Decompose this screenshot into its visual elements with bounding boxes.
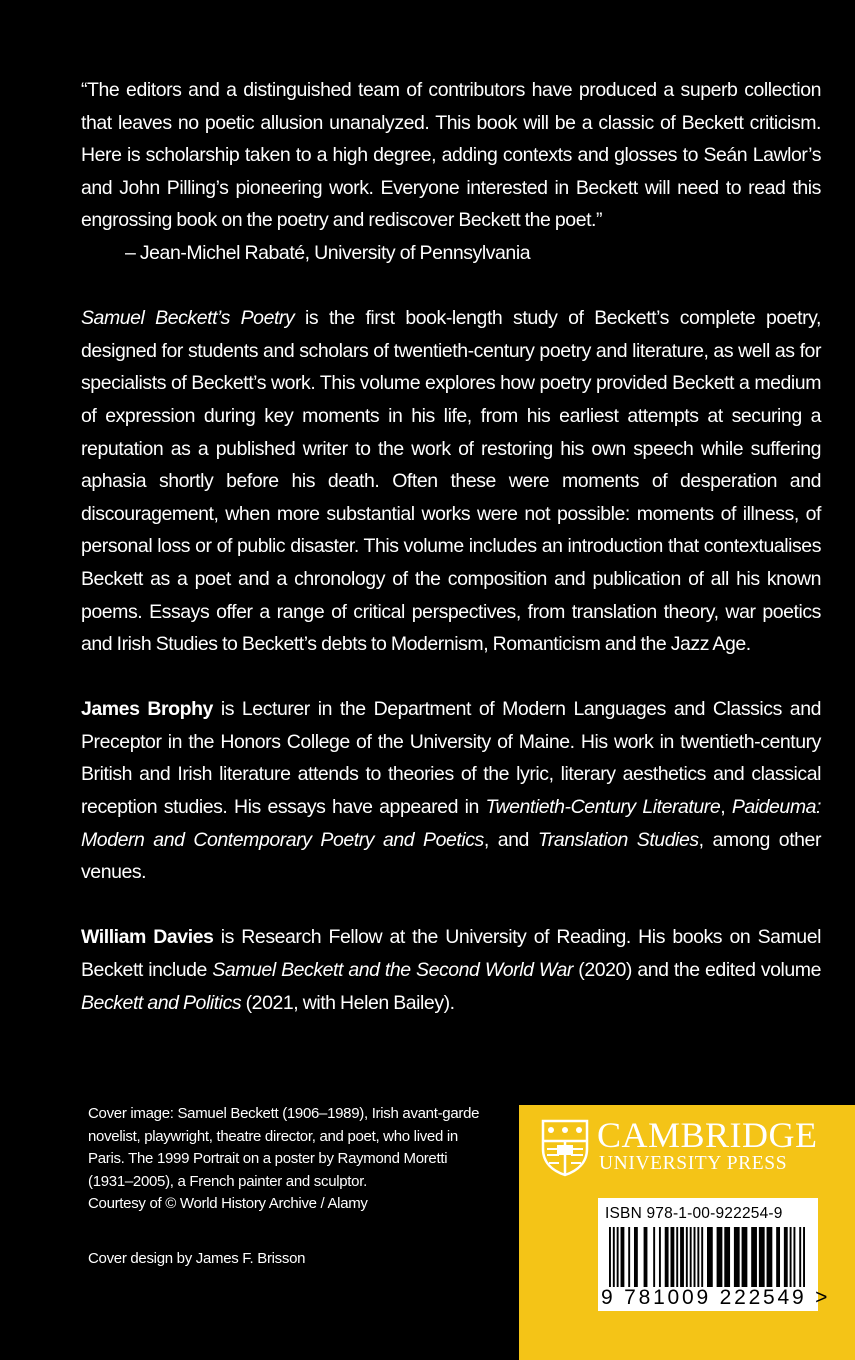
barcode-bar	[680, 1227, 684, 1287]
barcode-bar	[784, 1227, 788, 1287]
ean-digits: 9 781009 222549 >	[601, 1286, 831, 1309]
bio-text: (2021, with Helen Bailey).	[241, 991, 455, 1014]
image-credits	[88, 1103, 488, 1216]
review-quote: “The editors and a distinguished team of contributors have produced a superb collection that leaves no poetic allusion unanalyzed. This book will be a classic of Beckett criticism. Here is scholarship taken to a high degree, adding contexts and glosses to Seán Lawlor’s and John Pilling’s pioneering work. Everyone interested in Beckett will need to read this engrossing book on the poetry and rediscover Beckett the poet.”	[81, 79, 821, 232]
barcode-bar	[751, 1227, 757, 1287]
barcode-bar	[690, 1227, 692, 1287]
book-title: Beckett and Politics	[81, 991, 242, 1014]
cover-image-credit: Cover image: Samuel Beckett (1906–1989), Irish avant-garde novelist, playwright, theatre director, and poet, who lived in Paris. The 1999 Portrait on a poster by Raymond Moretti (1931–2005), a French painter and sculptor.	[88, 1105, 480, 1190]
barcode-bar	[613, 1227, 615, 1287]
barcode-bar	[734, 1227, 740, 1287]
book-description	[81, 302, 821, 661]
barcode-bar	[609, 1227, 611, 1287]
barcode-bar	[803, 1227, 805, 1287]
book-title: Samuel Beckett and the Second World War	[212, 959, 573, 982]
barcode-bar	[793, 1227, 795, 1287]
barcode-bar	[665, 1227, 669, 1287]
barcode-bar	[686, 1227, 688, 1287]
barcode-bar	[697, 1227, 699, 1287]
barcode-bar	[724, 1227, 730, 1287]
journal-title: Paideuma: Modern and Contemporary Poetry and Poetics	[81, 796, 821, 851]
barcode-bar	[717, 1227, 723, 1287]
barcode-bar	[799, 1227, 801, 1287]
barcode-bar	[659, 1227, 661, 1287]
barcode	[598, 1198, 831, 1311]
spacer	[81, 270, 821, 303]
author-name: James Brophy	[81, 698, 213, 721]
bio-text: , and	[483, 828, 538, 851]
courtesy-credit: Courtesy of © World History Archive / Alamy	[88, 1195, 368, 1213]
spacer	[81, 661, 821, 694]
isbn-label: ISBN 978-1-00-922254-9	[605, 1205, 783, 1222]
barcode-bar	[790, 1227, 792, 1287]
bio-text: (2020) and the edited volume	[572, 959, 821, 982]
barcode-bar	[621, 1227, 625, 1287]
publisher-name: CAMBRIDGE	[597, 1115, 818, 1155]
description-text: is the first book-length study of Beckett’s complete poetry, designed for students and scholars of twentieth-century poetry and literature, as well as for specialists of Beckett’s work. This volume explores how poetry provided Beckett a medium of expression during key moments in his life, from his earliest attempts at securing a reputation as a published writer to the work of restoring his own speech while suffering aphasia shortly before his death. Often these were moments of desperation and discouragement, when more substantial works were not possible: moments of illness, of personal loss or of public disaster. This volume includes an introduction that contextualises Beckett as a poet and a chronology of the composition and publication of all his known poems. Essays offer a range of critical perspectives, from translation theory, war poetics and Irish Studies to Beckett’s debts to Modernism, Romanticism and the Jazz Age.	[81, 307, 821, 656]
review-attribution: – Jean-Michel Rabaté, University of Pennsylvania	[125, 241, 531, 264]
barcode-bar	[670, 1227, 674, 1287]
journal-title: Translation Studies	[537, 828, 699, 851]
bio-text: is Lecturer in the Department of Modern Languages and Classics and Preceptor in the Honors College of the University of Maine. His work in twentieth-century British and Irish literature attends to theories of the lyric, literary aesthetics and classical reception studies. His essays have appeared in	[81, 698, 821, 819]
author-bio-brophy	[81, 693, 821, 889]
publisher-press: UNIVERSITY PRESS	[599, 1153, 788, 1174]
barcode-bar	[628, 1227, 630, 1287]
barcode-bar	[676, 1227, 678, 1287]
publisher-panel	[519, 1105, 855, 1360]
cambridge-shield-icon	[541, 1119, 589, 1177]
barcode-bar	[617, 1227, 619, 1287]
cover-text	[81, 74, 821, 1019]
author-bio-davies	[81, 921, 821, 1019]
barcode-bar	[694, 1227, 696, 1287]
barcode-bar	[759, 1227, 765, 1287]
journal-title: Twentieth-Century Literature	[485, 796, 721, 819]
bio-text: , among other venues.	[81, 828, 821, 884]
book-title: Samuel Beckett’s Poetry	[81, 307, 295, 330]
barcode-bar	[776, 1227, 780, 1287]
barcode-bar	[767, 1227, 773, 1287]
barcode-bar	[707, 1227, 713, 1287]
barcode-bar	[634, 1227, 638, 1287]
barcode-bar	[653, 1227, 655, 1287]
author-name: William Davies	[81, 926, 214, 949]
barcode-bar	[701, 1227, 703, 1287]
spacer	[81, 889, 821, 922]
barcode-bar	[742, 1227, 748, 1287]
design-credit: Cover design by James F. Brisson	[88, 1250, 306, 1267]
bio-text: ,	[720, 796, 732, 819]
barcode-bar	[644, 1227, 648, 1287]
barcode-bars	[607, 1227, 807, 1287]
bio-text: is Research Fellow at the University of Reading. His books on Samuel Beckett include	[81, 926, 821, 982]
